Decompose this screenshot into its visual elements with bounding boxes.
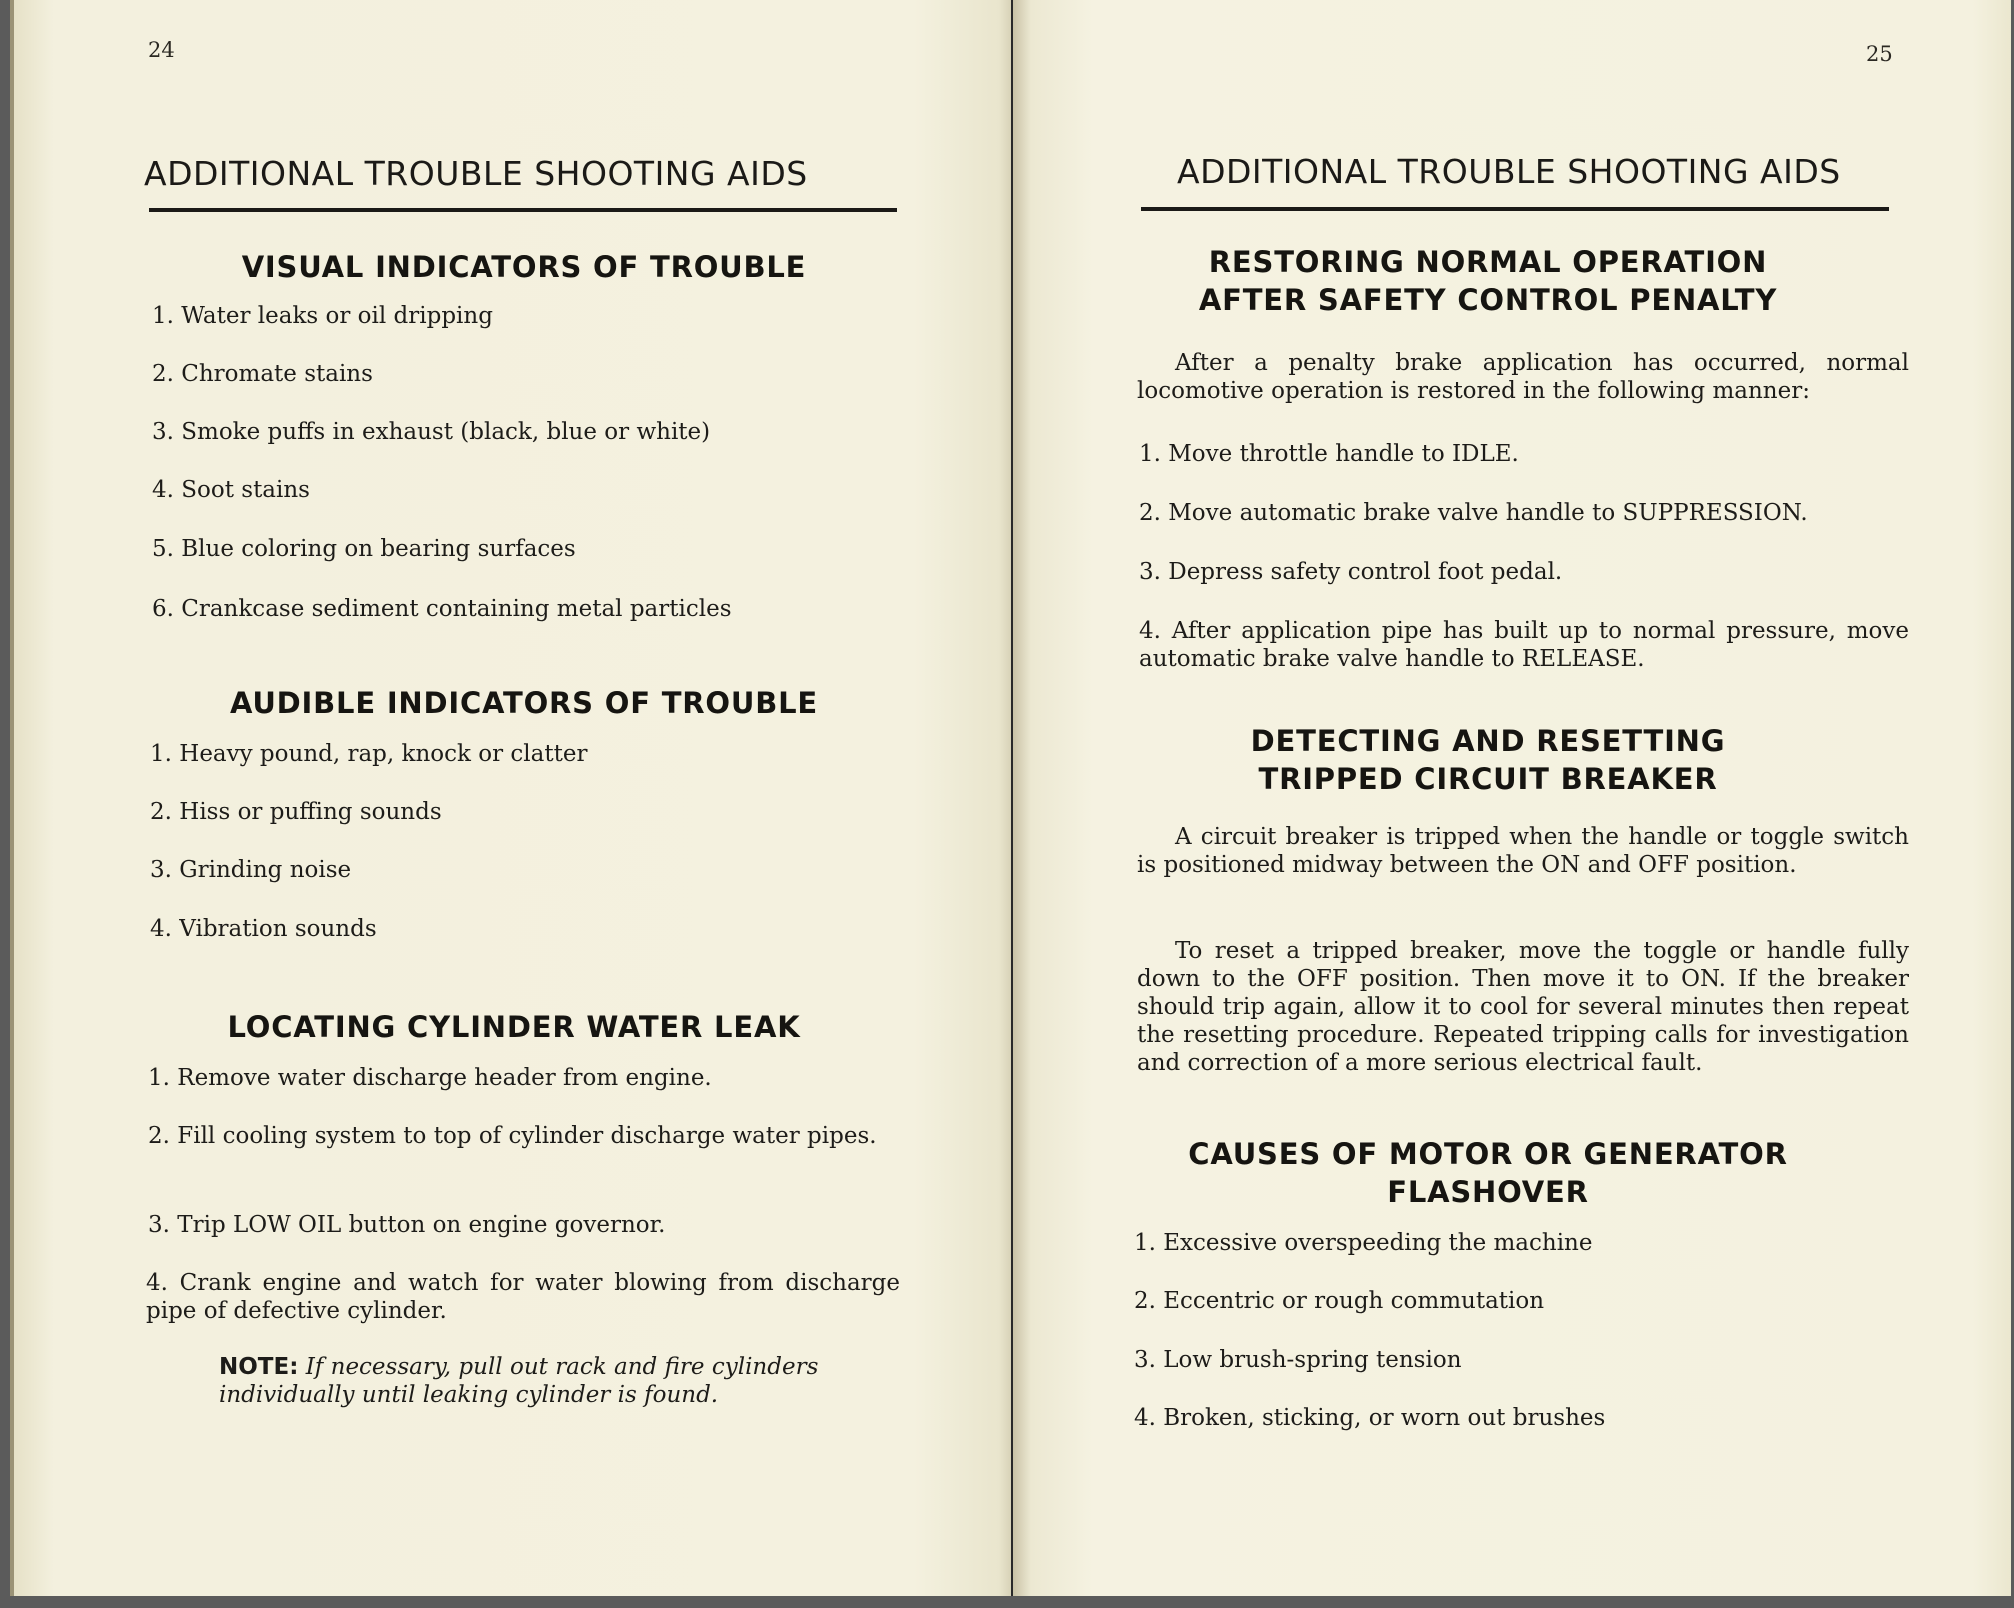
left-page-number: 24	[148, 38, 175, 62]
leak-item-4: 4. Crank engine and watch for water blowing from discharge pipe of defective cylinder.	[146, 1270, 900, 1324]
right-header-rule	[1141, 207, 1889, 211]
leak-note	[219, 1353, 831, 1409]
audible-item-2: 2. Hiss or puffing sounds	[150, 799, 442, 825]
leak-item-1: 1. Remove water discharge header from engine.	[148, 1065, 712, 1091]
flashover-item-2: 2. Eccentric or rough commutation	[1134, 1288, 1545, 1314]
flashover-title: CAUSES OF MOTOR OR GENERATOR FLASHOVER	[1188, 1137, 1788, 1209]
cylinder-leak-title: LOCATING CYLINDER WATER LEAK	[227, 1010, 801, 1044]
visual-item-1: 1. Water leaks or oil dripping	[152, 303, 493, 329]
restoring-item-1: 1. Move throttle handle to IDLE.	[1139, 441, 1519, 467]
audible-item-3: 3. Grinding noise	[150, 857, 352, 883]
flashover-item-3: 3. Low brush-spring tension	[1134, 1347, 1462, 1373]
visual-item-2: 2. Chromate stains	[152, 361, 373, 387]
flashover-item-1: 1. Excessive overspeeding the machine	[1134, 1230, 1593, 1256]
visual-item-5: 5. Blue coloring on bearing surfaces	[152, 536, 576, 562]
right-page	[1013, 0, 2011, 1596]
audible-indicators-title: AUDIBLE INDICATORS OF TROUBLE	[229, 686, 819, 720]
breaker-para-1: A circuit breaker is tripped when the handle or toggle switch is positioned midway between the ON and OFF position.	[1137, 824, 1909, 878]
visual-item-4: 4. Soot stains	[152, 477, 310, 503]
leak-item-3: 3. Trip LOW OIL button on engine governor.	[148, 1212, 666, 1238]
restoring-item-2: 2. Move automatic brake valve handle to SUPPRESSION.	[1139, 500, 1808, 526]
visual-item-3: 3. Smoke puffs in exhaust (black, blue or white)	[152, 419, 711, 445]
restoring-item-3: 3. Depress safety control foot pedal.	[1139, 559, 1563, 585]
restoring-item-4: 4. After application pipe has built up to normal pressure, move automatic brake valve handle to RELEASE.	[1139, 618, 1909, 672]
right-page-number: 25	[1866, 42, 1893, 66]
leak-item-2: 2. Fill cooling system to top of cylinder discharge water pipes.	[148, 1123, 877, 1149]
audible-item-4: 4. Vibration sounds	[150, 916, 377, 942]
breaker-para-2: To reset a tripped breaker, move the toggle or handle fully down to the OFF position. Then move it to ON. If the breaker should trip again, allow it to cool for several minutes then repeat the resetting procedure. Repeated tripping calls for investigation and correction of a more serious electrical fault.	[1137, 938, 1909, 1076]
left-page-header: ADDITIONAL TROUBLE SHOOTING AIDS	[144, 154, 808, 193]
restoring-operation-title: RESTORING NORMAL OPERATION AFTER SAFETY CONTROL PENALTY	[1198, 245, 1778, 317]
visual-indicators-title: VISUAL INDICATORS OF TROUBLE	[241, 250, 807, 284]
audible-item-1: 1. Heavy pound, rap, knock or clatter	[150, 741, 588, 767]
visual-item-6: 6. Crankcase sediment containing metal particles	[152, 596, 732, 622]
right-page-header: ADDITIONAL TROUBLE SHOOTING AIDS	[1177, 152, 1841, 191]
flashover-item-4: 4. Broken, sticking, or worn out brushes	[1134, 1405, 1606, 1431]
note-text: If necessary, pull out rack and fire cylinders individually until leaking cylinder is found.	[219, 1354, 819, 1408]
restoring-intro: After a penalty brake application has occurred, normal locomotive operation is restored in the following manner:	[1137, 350, 1909, 404]
left-page	[10, 0, 1013, 1596]
circuit-breaker-title: DETECTING AND RESETTING TRIPPED CIRCUIT BREAKER	[1250, 724, 1726, 796]
note-label: NOTE:	[219, 1354, 299, 1380]
left-header-rule	[149, 208, 897, 212]
